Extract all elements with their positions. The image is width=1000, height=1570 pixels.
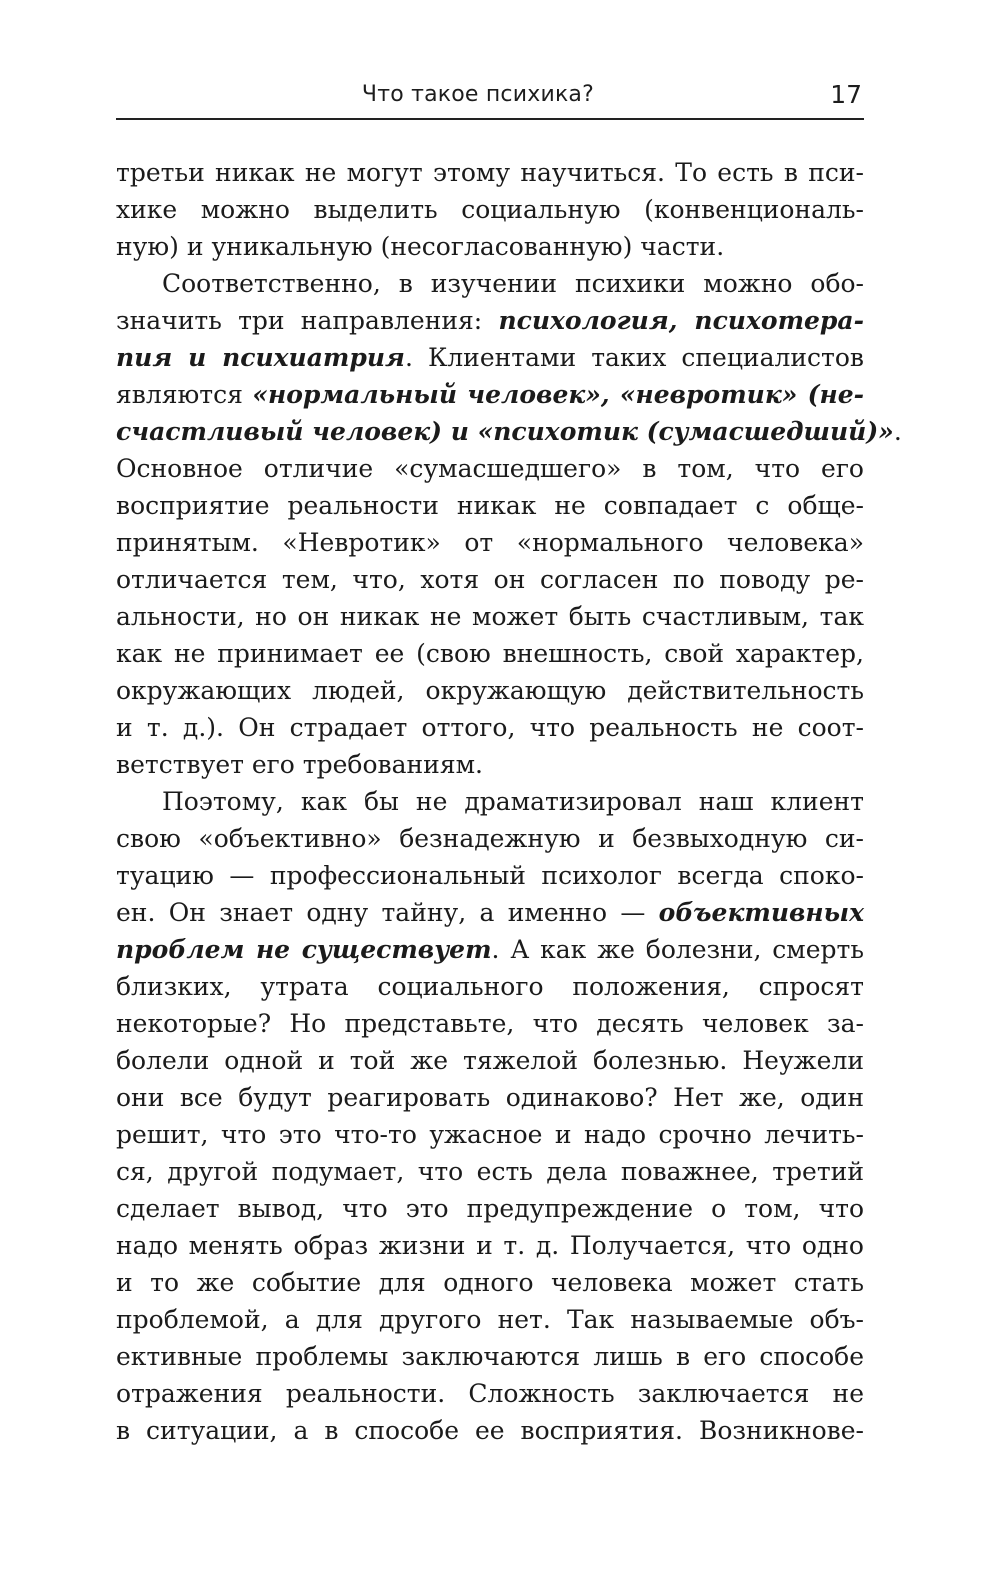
text-line <box>116 487 864 524</box>
text-segment: принятым. «Невротик» от «нормального человека» <box>116 528 864 557</box>
emphasized-text: «нормальный человек», «невротик» (не- <box>252 380 864 409</box>
text-segment: третьи никак не могут этому научиться. То есть в пси- <box>116 158 864 187</box>
text-segment: свою «объективно» безнадежную и безвыходную си- <box>116 824 864 853</box>
text-line <box>116 524 864 561</box>
text-segment: . Клиентами таких специалистов <box>404 343 864 372</box>
paragraph <box>116 783 864 1449</box>
text-line <box>116 968 864 1005</box>
text-line <box>116 191 864 228</box>
emphasized-text: психология, психотера- <box>498 306 864 335</box>
text-segment: и то же событие для одного человека может стать <box>116 1268 864 1297</box>
text-segment: болели одной и той же тяжелой болезнью. Неужели <box>116 1046 864 1075</box>
text-line <box>116 783 864 820</box>
text-segment: сделает вывод, что это предупреждение о том, что <box>116 1194 864 1223</box>
text-segment: Соответственно, в изучении психики можно обо- <box>162 269 864 298</box>
text-line <box>116 1079 864 1116</box>
paragraph <box>116 265 902 783</box>
text-line <box>116 339 864 376</box>
text-segment: как не принимает ее (свою внешность, свой характер, <box>116 639 864 668</box>
text-segment: решит, что это что-то ужасное и надо срочно лечить- <box>116 1120 864 1149</box>
text-segment: ветствует его требованиям. <box>116 750 483 779</box>
text-line <box>116 1116 864 1153</box>
text-segment: окружающих людей, окружающую действительность <box>116 676 864 705</box>
text-line <box>116 376 864 413</box>
text-segment: восприятие реальности никак не совпадает с обще- <box>116 491 864 520</box>
text-line <box>116 413 902 450</box>
page-number: 17 <box>830 80 862 109</box>
text-line <box>116 820 864 857</box>
text-line <box>116 1412 864 1449</box>
emphasized-text: проблем не существует <box>116 935 492 964</box>
text-line <box>116 1153 864 1190</box>
text-line <box>116 672 864 709</box>
body-text <box>116 154 902 1449</box>
text-segment: Поэтому, как бы не драматизировал наш клиент <box>162 787 864 816</box>
text-line <box>116 450 864 487</box>
text-line <box>116 931 864 968</box>
text-line <box>116 302 864 339</box>
text-line <box>116 857 864 894</box>
text-line <box>116 1338 864 1375</box>
running-head <box>116 78 864 120</box>
text-segment: хике можно выделить социальную (конвенциональ- <box>116 195 864 224</box>
text-line <box>116 1375 864 1412</box>
text-segment: ен. Он знает одну тайну, а именно — <box>116 898 659 927</box>
text-segment: . <box>893 417 902 446</box>
text-line <box>116 894 864 931</box>
emphasized-text: объективных <box>658 898 864 927</box>
text-segment: и т. д.). Он страдает оттого, что реальность не соот- <box>116 713 864 742</box>
text-line <box>116 265 864 302</box>
text-line <box>116 598 864 635</box>
text-segment: туацию — профессиональный психолог всегда споко- <box>116 861 864 890</box>
text-segment: некоторые? Но представьте, что десять человек за- <box>116 1009 864 1038</box>
text-line <box>116 228 864 265</box>
text-segment: близких, утрата социального положения, спросят <box>116 972 864 1001</box>
text-segment: ективные проблемы заключаются лишь в его способе <box>116 1342 864 1371</box>
text-segment: отражения реальности. Сложность заключается не <box>116 1379 864 1408</box>
running-title: Что такое психика? <box>361 82 594 107</box>
text-line <box>116 1042 864 1079</box>
text-segment: Основное отличие «сумасшедшего» в том, что его <box>116 454 864 483</box>
emphasized-text: пия и психиатрия <box>116 343 405 372</box>
text-line <box>116 1227 864 1264</box>
text-segment: ся, другой подумает, что есть дела поважнее, третий <box>116 1157 864 1186</box>
text-segment: отличается тем, что, хотя он согласен по поводу ре- <box>116 565 864 594</box>
text-line <box>116 709 864 746</box>
text-segment: они все будут реагировать одинаково? Нет же, один <box>116 1083 864 1112</box>
text-line <box>116 1005 864 1042</box>
emphasized-text: счастливый человек) и «психотик (сумасшедший)» <box>116 417 894 446</box>
text-segment: проблемой, а для другого нет. Так называемые объ- <box>116 1305 864 1334</box>
text-line <box>116 1264 864 1301</box>
text-segment: в ситуации, а в способе ее восприятия. Возникнове- <box>116 1416 864 1445</box>
text-line <box>116 1301 864 1338</box>
text-line <box>116 635 864 672</box>
text-line <box>116 154 864 191</box>
text-segment: альности, но он никак не может быть счастливым, так <box>116 602 864 631</box>
text-segment: надо менять образ жизни и т. д. Получается, что одно <box>116 1231 864 1260</box>
text-line <box>116 1190 864 1227</box>
text-line <box>116 746 864 783</box>
text-segment: . А как же болезни, смерть <box>491 935 864 964</box>
text-segment: значить три направления: <box>116 306 499 335</box>
text-line <box>116 561 864 598</box>
text-segment: являются <box>116 380 253 409</box>
text-segment: ную) и уникальную (несогласованную) части. <box>116 232 725 261</box>
paragraph <box>116 154 864 265</box>
